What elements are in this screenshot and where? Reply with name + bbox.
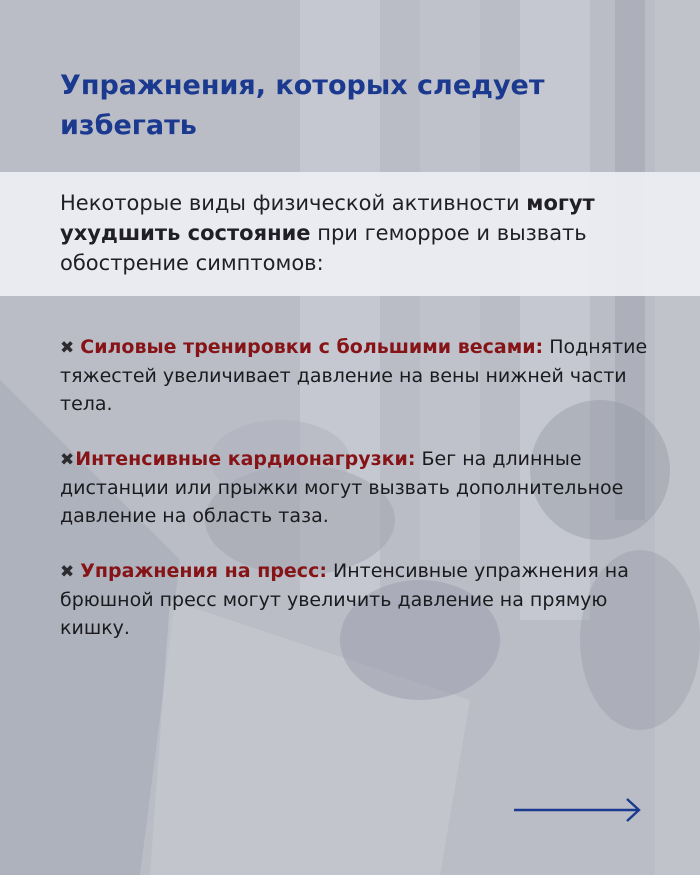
list-item — [60, 445, 660, 530]
intro-after: при геморрое и вызвать обострение симптомов: — [60, 221, 587, 275]
item-text: Поднятие тяжестей увеличивает давление на вены нижней части тела. — [60, 336, 648, 415]
item-heading: Интенсивные кардионагрузки: — [75, 448, 416, 470]
item-heading: Силовые тренировки с большими весами: — [80, 336, 544, 358]
close-icon: ✖ — [60, 450, 75, 470]
arrow-right-icon[interactable] — [514, 797, 644, 823]
item-text: Бег на длинные дистанции или прыжки могут вызвать дополнительное давление на область таза. — [60, 448, 624, 527]
page-title: Упражнения, которых следует избегать — [60, 70, 545, 141]
list-item — [60, 557, 660, 642]
intro-bold: могут ухудшить состояние — [60, 191, 595, 245]
item-text: Интенсивные упражнения на брюшной пресс могут увеличить давление на прямую кишку. — [60, 560, 629, 639]
item-heading: Упражнения на пресс: — [80, 560, 327, 582]
intro-before: Некоторые виды физической активности — [60, 191, 520, 215]
list-item — [60, 333, 660, 418]
close-icon: ✖ — [60, 338, 75, 358]
close-icon: ✖ — [60, 562, 75, 582]
intro-text — [60, 188, 660, 278]
